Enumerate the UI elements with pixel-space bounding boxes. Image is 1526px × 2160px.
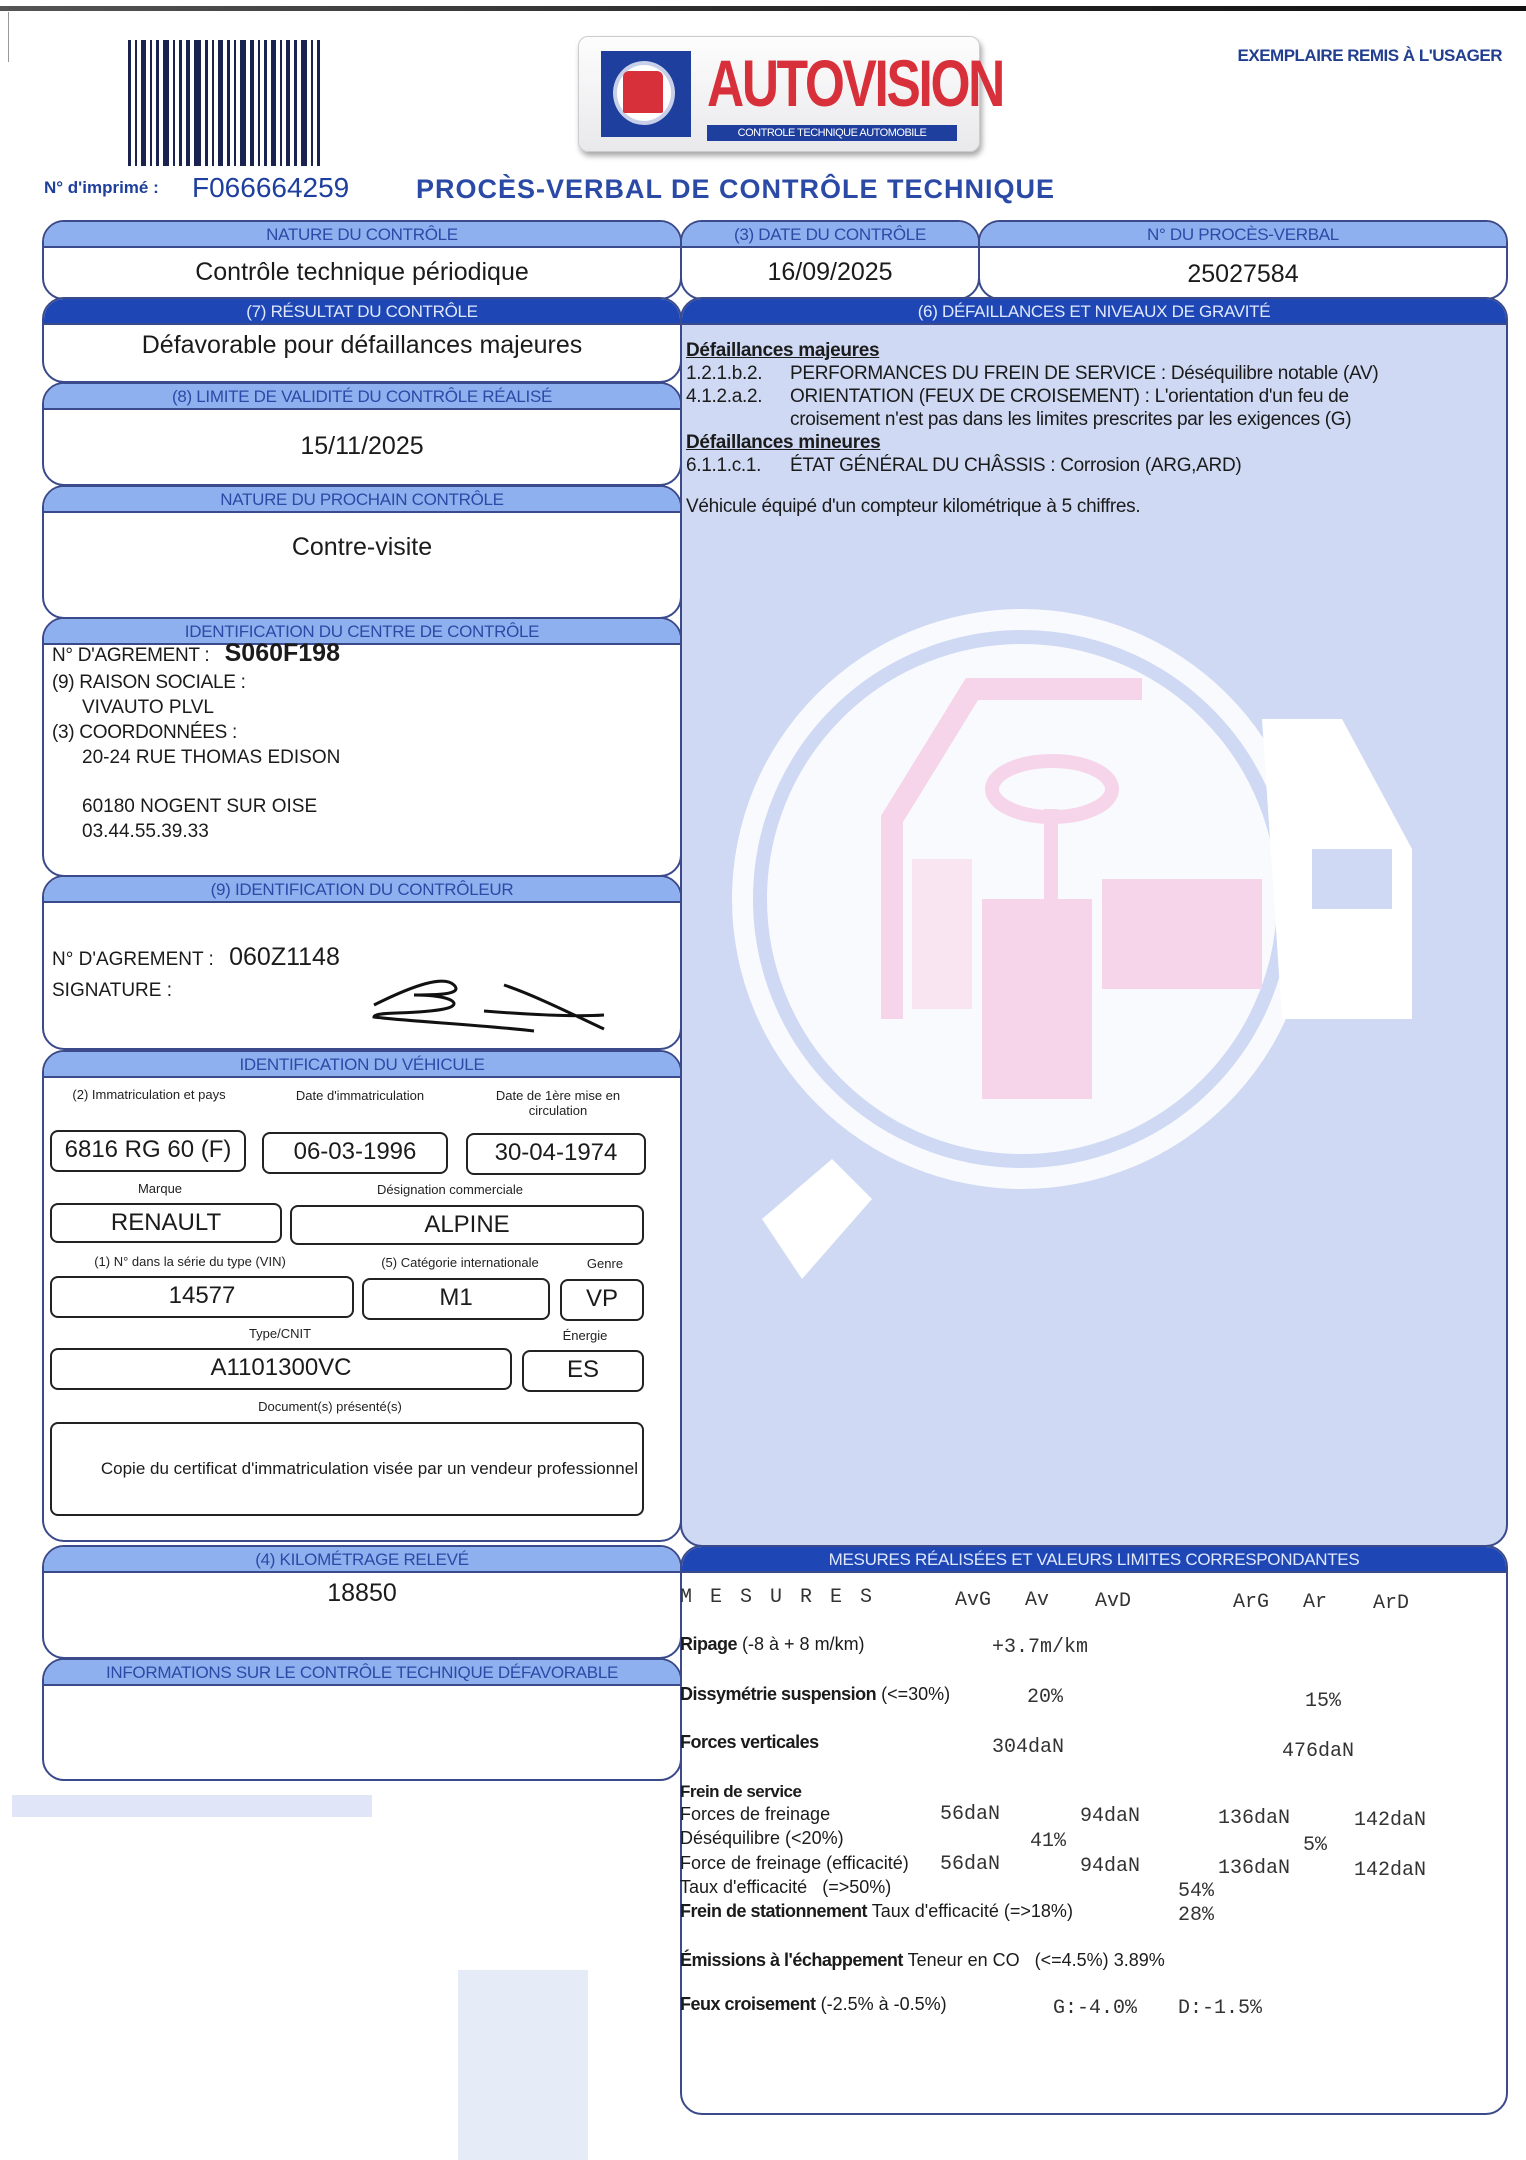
marque-label: Marque bbox=[137, 1181, 183, 1196]
defaillance-text: ÉTAT GÉNÉRAL DU CHÂSSIS : Corrosion (ARG,ARD) bbox=[790, 455, 1242, 476]
defaillance-item bbox=[686, 385, 1506, 431]
defaillance-item bbox=[686, 362, 1506, 385]
designation-label: Désignation commerciale bbox=[377, 1182, 523, 1197]
barcode-bar bbox=[258, 40, 260, 166]
feux-row: Feux croisement (-2.5% à -0.5%) bbox=[680, 1994, 947, 2014]
documents-label: Document(s) présenté(s) bbox=[258, 1399, 402, 1414]
col-avd: AvD bbox=[1095, 1590, 1132, 1613]
immat-value: 6816 RG 60 (F) bbox=[50, 1130, 246, 1172]
frein-stationnement-value: 28% bbox=[1178, 1904, 1215, 1927]
forces-verticales-av: 304daN bbox=[992, 1736, 1065, 1759]
date-immat-label: Date d'immatriculation bbox=[295, 1088, 425, 1103]
dissymetrie-ar: 15% bbox=[1305, 1690, 1342, 1713]
mesures-header: M E S U R E S bbox=[680, 1586, 876, 1609]
barcode-bar bbox=[179, 40, 182, 166]
desequilibre-label: Déséquilibre (<20%) bbox=[680, 1828, 844, 1848]
force-efficacite-label: Force de freinage (efficacité) bbox=[680, 1853, 909, 1873]
energie-value: ES bbox=[522, 1350, 644, 1392]
address-line1: 20-24 RUE THOMAS EDISON bbox=[82, 747, 341, 768]
panel-header: N° DU PROCÈS-VERBAL bbox=[980, 222, 1506, 248]
logo-tagline: CONTROLE TECHNIQUE AUTOMOBILE bbox=[707, 125, 957, 141]
coord-label: (3) COORDONNÉES : bbox=[52, 722, 237, 743]
barcode-bar bbox=[218, 40, 223, 166]
forces-freinage-arg: 136daN bbox=[1218, 1807, 1291, 1830]
scan-artifact bbox=[12, 1795, 372, 1817]
col-ard: ArD bbox=[1373, 1592, 1410, 1615]
signature-icon bbox=[334, 965, 614, 1045]
defaillance-code: 1.2.1.b.2. bbox=[686, 363, 763, 384]
barcode-bar bbox=[205, 40, 208, 166]
type-label: Type/CNIT bbox=[248, 1326, 312, 1341]
type-value: A1101300VC bbox=[50, 1348, 512, 1390]
barcode-bar bbox=[227, 40, 230, 166]
genre-label: Genre bbox=[586, 1256, 624, 1271]
centre-panel bbox=[42, 617, 682, 877]
imprime-number: F066664259 bbox=[192, 172, 350, 203]
barcode-bar bbox=[173, 40, 175, 166]
barcode-bar bbox=[186, 40, 190, 166]
copy-note: EXEMPLAIRE REMIS À L'USAGER bbox=[1237, 46, 1502, 65]
date-controle-panel bbox=[680, 220, 980, 300]
panel-header: MESURES RÉALISÉES ET VALEURS LIMITES CORRESPONDANTES bbox=[682, 1547, 1506, 1573]
barcode-bar bbox=[194, 40, 201, 166]
categorie-value: M1 bbox=[362, 1278, 550, 1320]
nature-controle-panel bbox=[42, 220, 682, 300]
panel-header: (4) KILOMÉTRAGE RELEVÉ bbox=[44, 1547, 680, 1573]
defaillance-text: ORIENTATION (FEUX DE CROISEMENT) : L'orientation d'un feu de croisement n'est pas dans les limites prescrites par les exigences (G) bbox=[790, 386, 1352, 430]
scan-top-edge bbox=[0, 6, 1526, 11]
forces-verticales-ar: 476daN bbox=[1282, 1740, 1355, 1763]
categorie-label: (5) Catégorie internationale bbox=[381, 1255, 539, 1270]
date-immat-value: 06-03-1996 bbox=[262, 1132, 448, 1174]
documents-value: Copie du certificat d'immatriculation visée par un vendeur professionnel bbox=[50, 1422, 644, 1516]
agrement-label: N° D'AGREMENT : bbox=[52, 949, 214, 970]
raison-label: (9) RAISON SOCIALE : bbox=[52, 672, 246, 693]
vin-label: (1) N° dans la série du type (VIN) bbox=[94, 1254, 286, 1269]
ripage-value: +3.7m/km bbox=[992, 1636, 1089, 1659]
barcode-bar bbox=[141, 40, 146, 166]
force-eff-avg: 56daN bbox=[940, 1853, 1001, 1876]
feux-g: G:-4.0% bbox=[1053, 1997, 1138, 2020]
panel-header: IDENTIFICATION DU VÉHICULE bbox=[44, 1052, 680, 1078]
panel-header: IDENTIFICATION DU CENTRE DE CONTRÔLE bbox=[44, 619, 680, 645]
prochain-controle-value: Contre-visite bbox=[291, 533, 433, 561]
controleur-panel bbox=[42, 875, 682, 1050]
autovision-watermark bbox=[722, 599, 1442, 1359]
taux-efficacite-row: Taux d'efficacité (=>50%) bbox=[680, 1877, 892, 1897]
energie-label: Énergie bbox=[562, 1328, 608, 1343]
num-pv-value: 25027584 bbox=[1187, 260, 1299, 288]
forces-freinage-avg: 56daN bbox=[940, 1803, 1001, 1826]
defaillance-item bbox=[686, 454, 1506, 477]
compteur-note: Véhicule équipé d'un compteur kilométrique à 5 chiffres. bbox=[686, 496, 1141, 517]
desequilibre-ar: 5% bbox=[1303, 1834, 1328, 1857]
logo-wordmark: AUTOVISION bbox=[707, 46, 1004, 120]
barcode-bar bbox=[156, 40, 159, 166]
force-eff-arg: 136daN bbox=[1218, 1857, 1291, 1880]
designation-value: ALPINE bbox=[290, 1205, 644, 1245]
forces-freinage-ard: 142daN bbox=[1354, 1809, 1427, 1832]
controleur-agrement-value: 060Z1148 bbox=[229, 943, 340, 971]
taux-efficacite-value: 54% bbox=[1178, 1880, 1215, 1903]
barcode-bar bbox=[212, 40, 214, 166]
kilometrage-value: 18850 bbox=[327, 1579, 397, 1607]
address-line2: 60180 NOGENT SUR OISE bbox=[82, 796, 318, 817]
panel-header: INFORMATIONS SUR LE CONTRÔLE TECHNIQUE DÉFAVORABLE bbox=[44, 1660, 680, 1686]
ripage-row: Ripage (-8 à + 8 m/km) bbox=[680, 1634, 865, 1654]
centre-info bbox=[44, 639, 680, 844]
barcode-bar bbox=[234, 40, 236, 166]
barcode-bar bbox=[264, 40, 267, 166]
scan-artifact bbox=[458, 1970, 588, 2160]
date-controle-value: 16/09/2025 bbox=[767, 258, 893, 286]
defaillance-code: 4.1.2.a.2. bbox=[686, 386, 763, 407]
barcode-bar bbox=[294, 40, 297, 166]
prochain-controle-panel bbox=[42, 485, 682, 619]
immat-label: (2) Immatriculation et pays bbox=[72, 1087, 226, 1102]
panel-header: (6) DÉFAILLANCES ET NIVEAUX DE GRAVITÉ bbox=[682, 299, 1506, 325]
scan-left-edge bbox=[8, 12, 9, 62]
barcode-bar bbox=[150, 40, 152, 166]
barcode-bar bbox=[250, 40, 254, 166]
autovision-logo bbox=[578, 36, 1004, 152]
panel-header: NATURE DU CONTRÔLE bbox=[44, 222, 680, 248]
barcode-bar bbox=[301, 40, 307, 166]
emissions-row: Émissions à l'échappement Teneur en CO (<=4.5%) 3.89% bbox=[680, 1950, 1165, 1970]
num-pv-panel bbox=[978, 220, 1508, 300]
mineures-title: Défaillances mineures bbox=[686, 432, 881, 453]
panel-header: NATURE DU PROCHAIN CONTRÔLE bbox=[44, 487, 680, 513]
genre-value: VP bbox=[560, 1279, 644, 1321]
car-magnifier-icon bbox=[601, 51, 691, 137]
feux-d: D:-1.5% bbox=[1178, 1997, 1263, 2020]
defaillance-code: 6.1.1.c.1. bbox=[686, 455, 762, 476]
barcode-bar bbox=[135, 40, 137, 166]
centre-agrement-value: S060F198 bbox=[224, 639, 340, 667]
info-defavorable-panel bbox=[42, 1658, 682, 1781]
imprime-label: N° d'imprimé : bbox=[44, 178, 159, 197]
barcode-bar bbox=[271, 40, 276, 166]
marque-value: RENAULT bbox=[50, 1203, 282, 1243]
nature-controle-value: Contrôle technique périodique bbox=[195, 258, 529, 286]
barcode-bar bbox=[128, 40, 131, 166]
panel-header: (9) IDENTIFICATION DU CONTRÔLEUR bbox=[44, 877, 680, 903]
frein-service-label: Frein de service bbox=[680, 1782, 802, 1801]
frein-stationnement-row: Frein de stationnement Taux d'efficacité (=>18%) bbox=[680, 1901, 1073, 1921]
date-circ-label: Date de 1ère mise en circulation bbox=[495, 1088, 621, 1118]
barcode-bar bbox=[163, 40, 169, 166]
barcode-bar bbox=[286, 40, 290, 166]
defaillance-text: PERFORMANCES DU FREIN DE SERVICE : Déséquilibre notable (AV) bbox=[790, 363, 1379, 384]
defaillances-panel bbox=[680, 297, 1508, 1547]
barcode-bar bbox=[317, 40, 320, 166]
date-circ-value: 30-04-1974 bbox=[466, 1133, 646, 1175]
majeures-title: Défaillances majeures bbox=[686, 340, 880, 361]
forces-freinage-avd: 94daN bbox=[1080, 1805, 1141, 1828]
page-title: PROCÈS-VERBAL DE CONTRÔLE TECHNIQUE bbox=[416, 174, 1056, 204]
forces-verticales-label: Forces verticales bbox=[680, 1732, 819, 1752]
panel-header: (8) LIMITE DE VALIDITÉ DU CONTRÔLE RÉALISÉ bbox=[44, 384, 680, 410]
forces-freinage-label: Forces de freinage bbox=[680, 1804, 831, 1824]
col-arg: ArG bbox=[1233, 1591, 1270, 1614]
barcode-bar bbox=[240, 40, 246, 166]
barcode-icon bbox=[128, 40, 426, 166]
agrement-label: N° D'AGREMENT : bbox=[52, 645, 210, 666]
panel-header: (3) DATE DU CONTRÔLE bbox=[682, 222, 978, 248]
desequilibre-av: 41% bbox=[1030, 1830, 1067, 1853]
force-eff-ard: 142daN bbox=[1354, 1859, 1427, 1882]
defaillances-list bbox=[682, 325, 1506, 518]
limite-validite-panel bbox=[42, 382, 682, 486]
limite-validite-value: 15/11/2025 bbox=[300, 432, 424, 460]
col-av: Av bbox=[1025, 1589, 1050, 1612]
signature-label: SIGNATURE : bbox=[52, 980, 172, 1001]
barcode-bar bbox=[311, 40, 313, 166]
barcode-bar bbox=[280, 40, 282, 166]
vin-value: 14577 bbox=[50, 1276, 354, 1318]
resultat-panel bbox=[42, 297, 682, 383]
force-eff-avd: 94daN bbox=[1080, 1855, 1141, 1878]
dissymetrie-row: Dissymétrie suspension (<=30%) bbox=[680, 1684, 951, 1704]
dissymetrie-av: 20% bbox=[1027, 1686, 1064, 1709]
raison-value: VIVAUTO PLVL bbox=[82, 697, 214, 718]
panel-header: (7) RÉSULTAT DU CONTRÔLE bbox=[44, 299, 680, 325]
col-avg: AvG bbox=[955, 1589, 992, 1612]
col-ar: Ar bbox=[1303, 1591, 1328, 1614]
kilometrage-panel bbox=[42, 1545, 682, 1659]
resultat-value: Défavorable pour défaillances majeures bbox=[141, 331, 583, 359]
phone: 03.44.55.39.33 bbox=[82, 821, 209, 842]
